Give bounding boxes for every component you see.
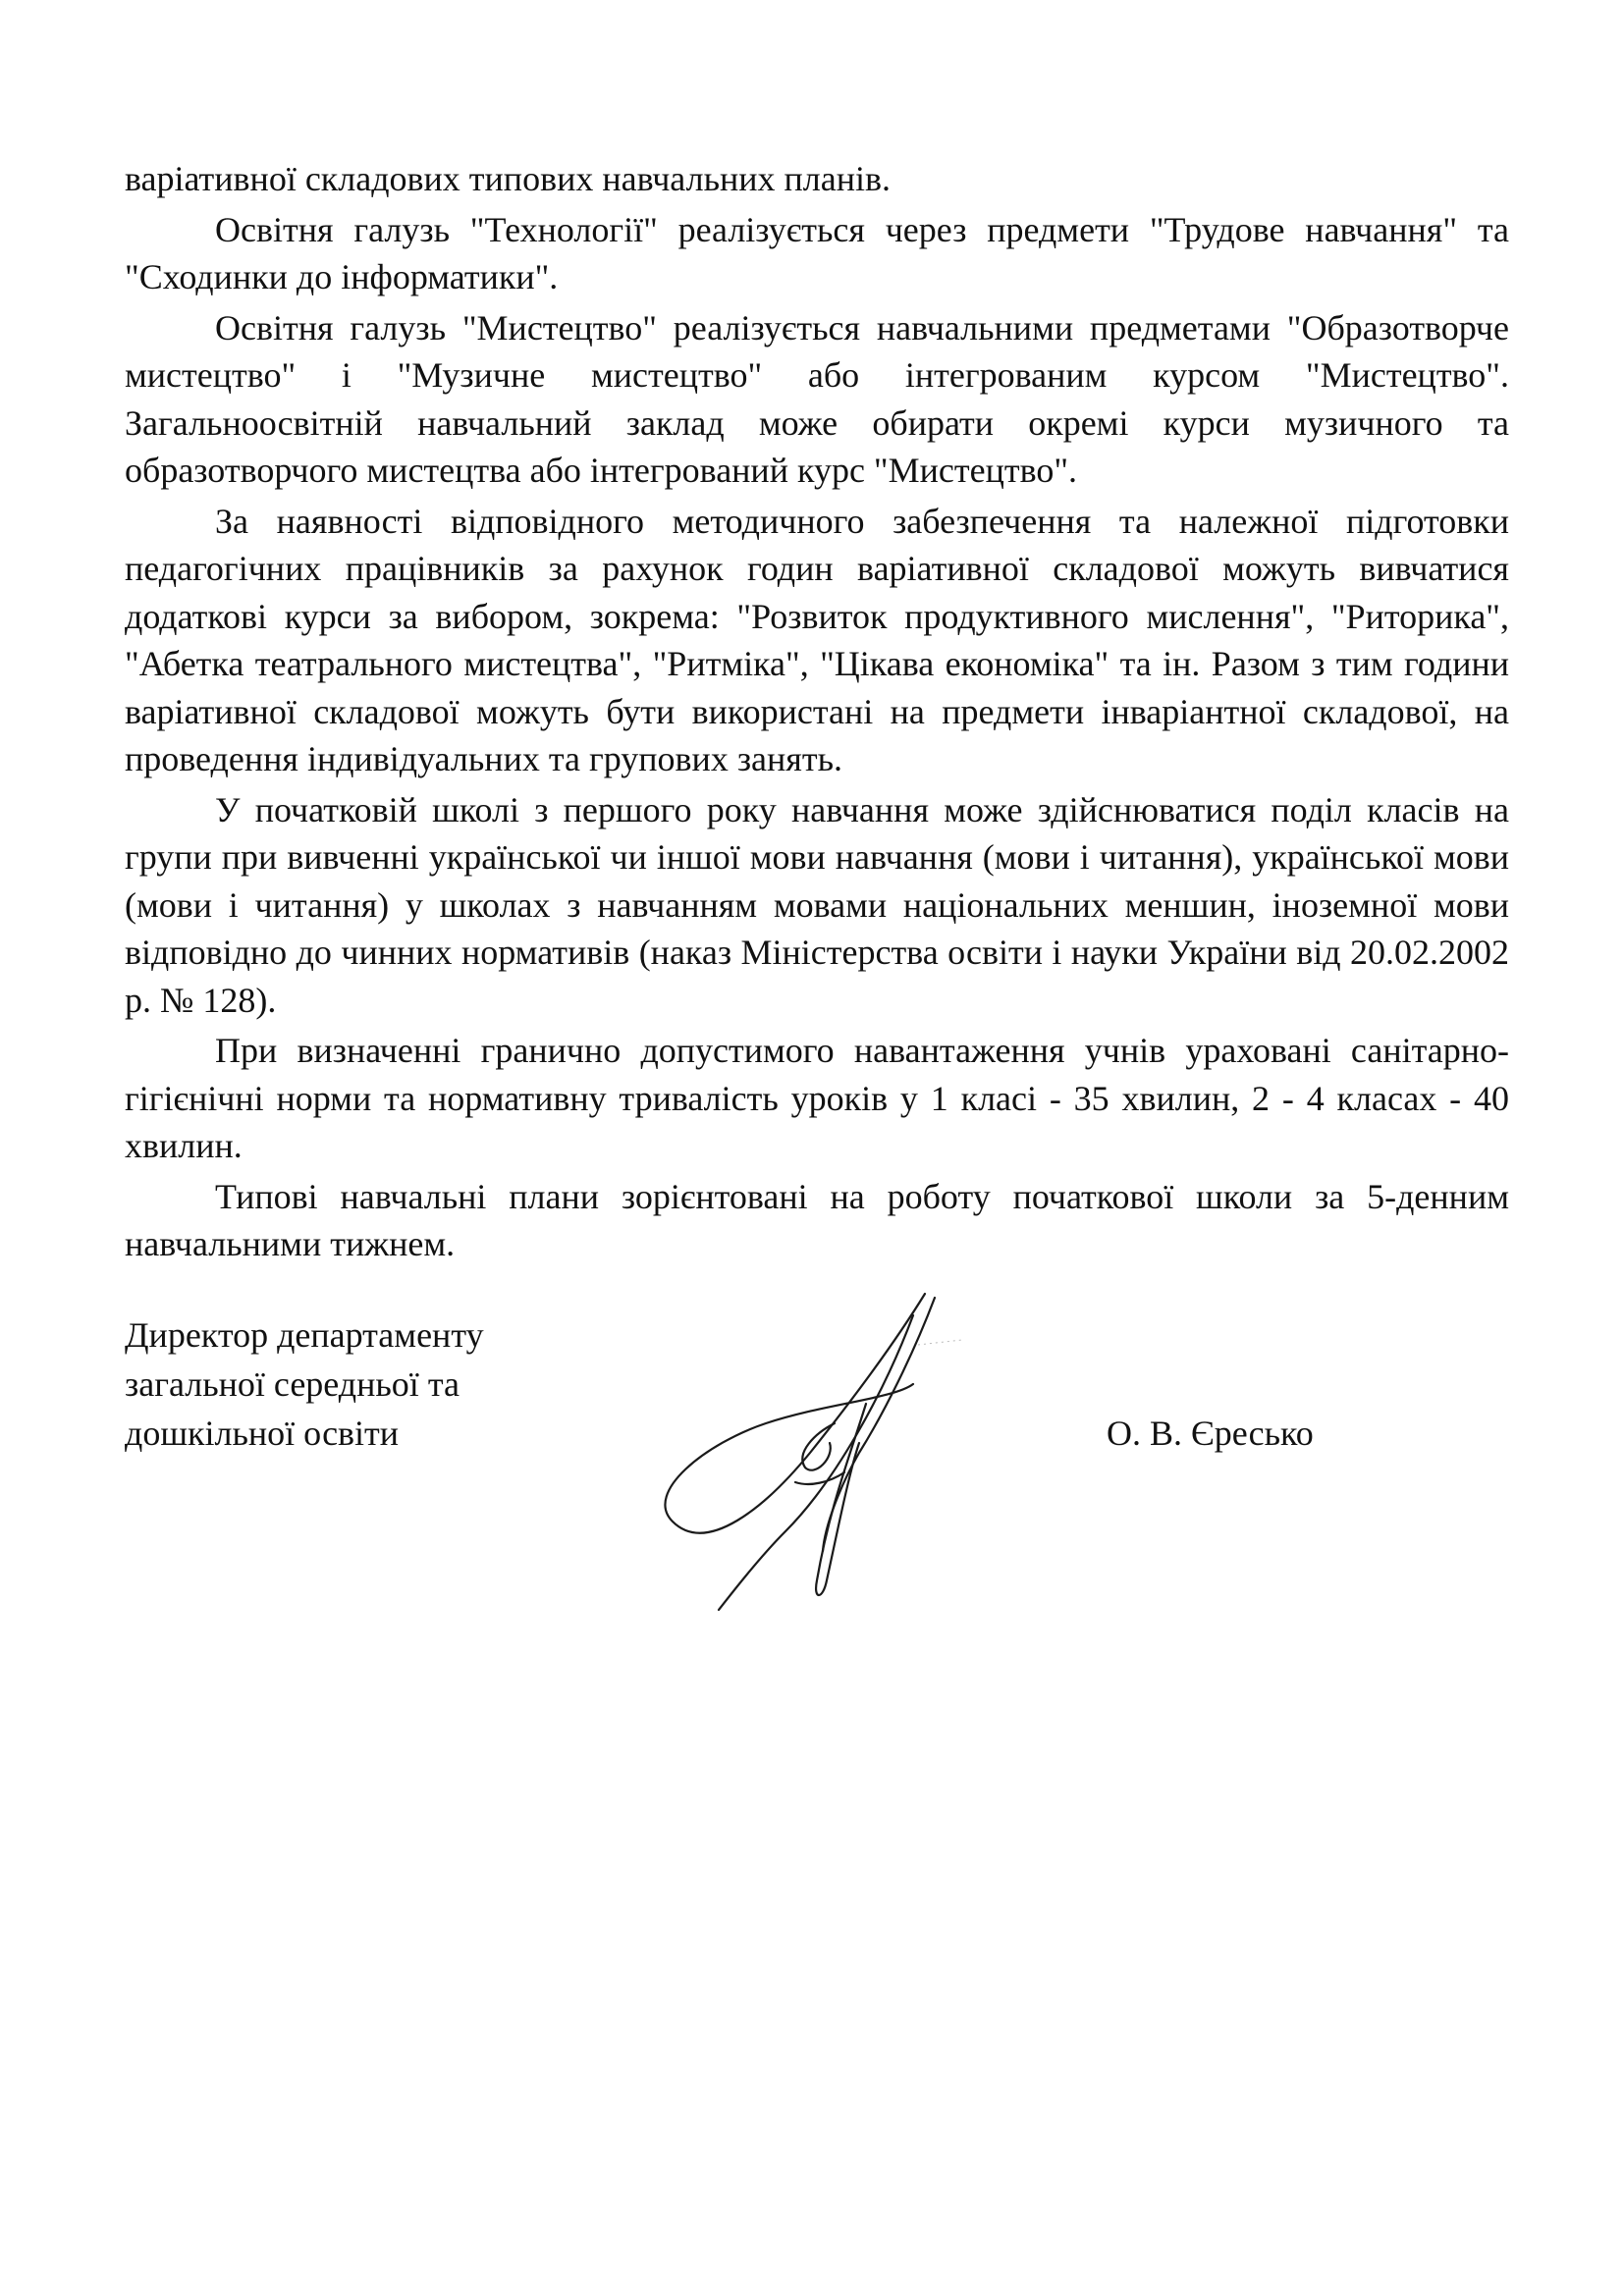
signer-name: О. В. Єресько	[1107, 1414, 1314, 1453]
paragraph-workload: При визначенні гранично допустимого навантаження учнів урахованi санітарно-гігієнічні норми та нормативну тривалість уроків у 1 класі - 35 хвилин, 2 - 4 класах - 40 хвилин.	[125, 1031, 1509, 1165]
document-body	[125, 155, 1509, 1271]
paragraph-class-division: У початковій школі з першого року навчання може здійснюватися поділ класів на групи при вивченні української чи іншої мови навчання (мови і читання), української мови (мови і читання) у школах з навчанням мовами національних меншин, іноземної мови відповідно до чинних нормативів (наказ Міністерства освіти і науки України від 20.02.2002 р. № 128).	[125, 789, 1509, 1020]
signer-position-line: Директор департаменту	[125, 1315, 484, 1355]
signer-position	[125, 1310, 635, 1458]
signer-position-line: дошкільної освіти	[125, 1414, 400, 1453]
handwritten-signature	[648, 1286, 972, 1620]
paragraph-elective-courses: За наявності відповідного методичного забезпечення та належної підготовки педагогічних працівників за рахунок годин варіативної складової можуть вивчатися додаткові курси за вибором, зокрема: "Розвиток продуктивного мислення", "Риторика", "Абетка театрального мистецтва", "Ритміка", "Цікава економіка" та ін. Разом з тим години варіативної складової можуть бути використані на предмети інваріантної складової, на проведення індивідуальних та групових занять.	[125, 501, 1509, 778]
paragraph-technology: Освітня галузь "Технології" реалізується через предмети "Трудове навчання" та "Сходинки до інформатики".	[125, 209, 1509, 296]
paragraph-continuation: варіативної складових типових навчальних планів.	[125, 159, 891, 198]
paragraph-school-week: Типові навчальні плани зорієнтовані на роботу початкової школи за 5-денним навчальними тижнем.	[125, 1176, 1509, 1263]
signer-position-line: загальної середньої та	[125, 1364, 460, 1404]
paragraph-art: Освітня галузь "Мистецтво" реалізується навчальними предметами "Образотворче мистецтво" і "Музичне мистецтво" або інтегрованим курсом "Мистецтво". Загальноосвітній навчальний заклад може обирати окремі курси музичного та образотворчого мистецтва або інтегрований курс "Мистецтво".	[125, 307, 1509, 490]
